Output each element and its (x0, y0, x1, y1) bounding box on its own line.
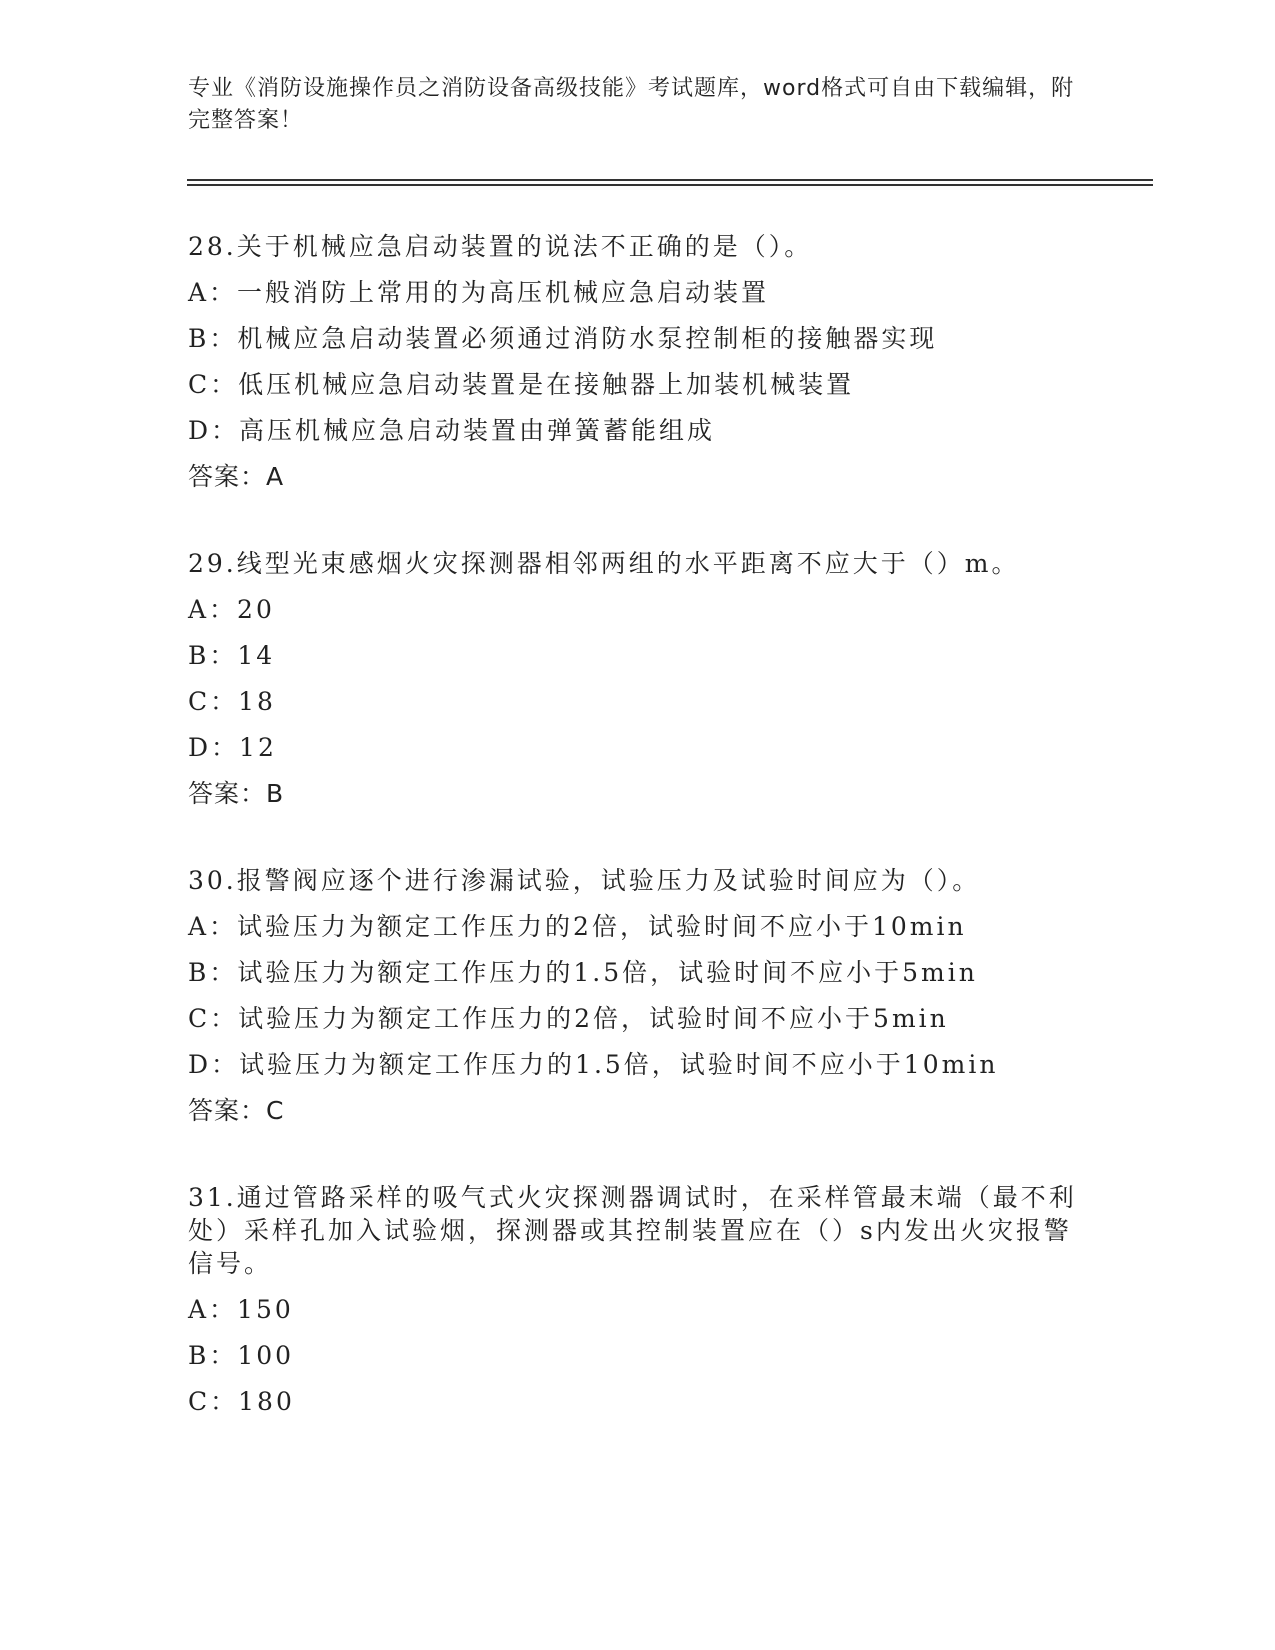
option-c: C：180 (188, 1387, 295, 1416)
spacer (188, 1127, 1088, 1181)
option-c: C：低压机械应急启动装置是在接触器上加装机械装置 (188, 370, 855, 399)
answer: 答案：B (188, 779, 285, 808)
question-stem: 28.关于机械应急启动装置的说法不正确的是（）。 (188, 232, 813, 261)
option-c: C：18 (188, 687, 276, 716)
spacer (188, 810, 1088, 864)
option-a: A：试验压力为额定工作压力的2倍，试验时间不应小于10min (188, 912, 967, 941)
question-30 (188, 864, 1088, 1127)
option-b: B：14 (188, 641, 276, 670)
header-rule-top (187, 179, 1153, 181)
question-stem: 30.报警阀应逐个进行渗漏试验，试验压力及试验时间应为（）。 (188, 866, 981, 895)
question-stem: 29.线型光束感烟火灾探测器相邻两组的水平距离不应大于（）m。 (188, 549, 1020, 578)
question-stem: 31.通过管路采样的吸气式火灾探测器调试时，在采样管最末端（最不利处）采样孔加入试验烟，探测器或其控制装置应在（）s内发出火灾报警信号。 (188, 1183, 1077, 1278)
option-d: D：12 (188, 733, 277, 762)
option-c: C：试验压力为额定工作压力的2倍，试验时间不应小于5min (188, 1004, 949, 1033)
option-d: D：试验压力为额定工作压力的1.5倍，试验时间不应小于10min (188, 1050, 999, 1079)
option-b: B：100 (188, 1341, 295, 1370)
header-rule-bottom (187, 184, 1153, 186)
answer: 答案：A (188, 462, 285, 491)
question-list (188, 230, 1088, 1431)
option-b: B：试验压力为额定工作压力的1.5倍，试验时间不应小于5min (188, 958, 978, 987)
spacer (188, 493, 1088, 547)
document-header: 专业《消防设施操作员之消防设备高级技能》考试题库，word格式可自由下载编辑，附完整答案！ (188, 76, 1075, 133)
option-a: A：一般消防上常用的为高压机械应急启动装置 (188, 278, 770, 307)
question-31 (188, 1181, 1088, 1418)
option-a: A：150 (188, 1295, 294, 1324)
question-28 (188, 230, 1088, 493)
option-b: B：机械应急启动装置必须通过消防水泵控制柜的接触器实现 (188, 324, 938, 353)
option-a: A：20 (188, 595, 275, 624)
answer: 答案：C (188, 1096, 285, 1125)
question-29 (188, 547, 1088, 810)
option-d: D：高压机械应急启动装置由弹簧蓄能组成 (188, 416, 716, 445)
